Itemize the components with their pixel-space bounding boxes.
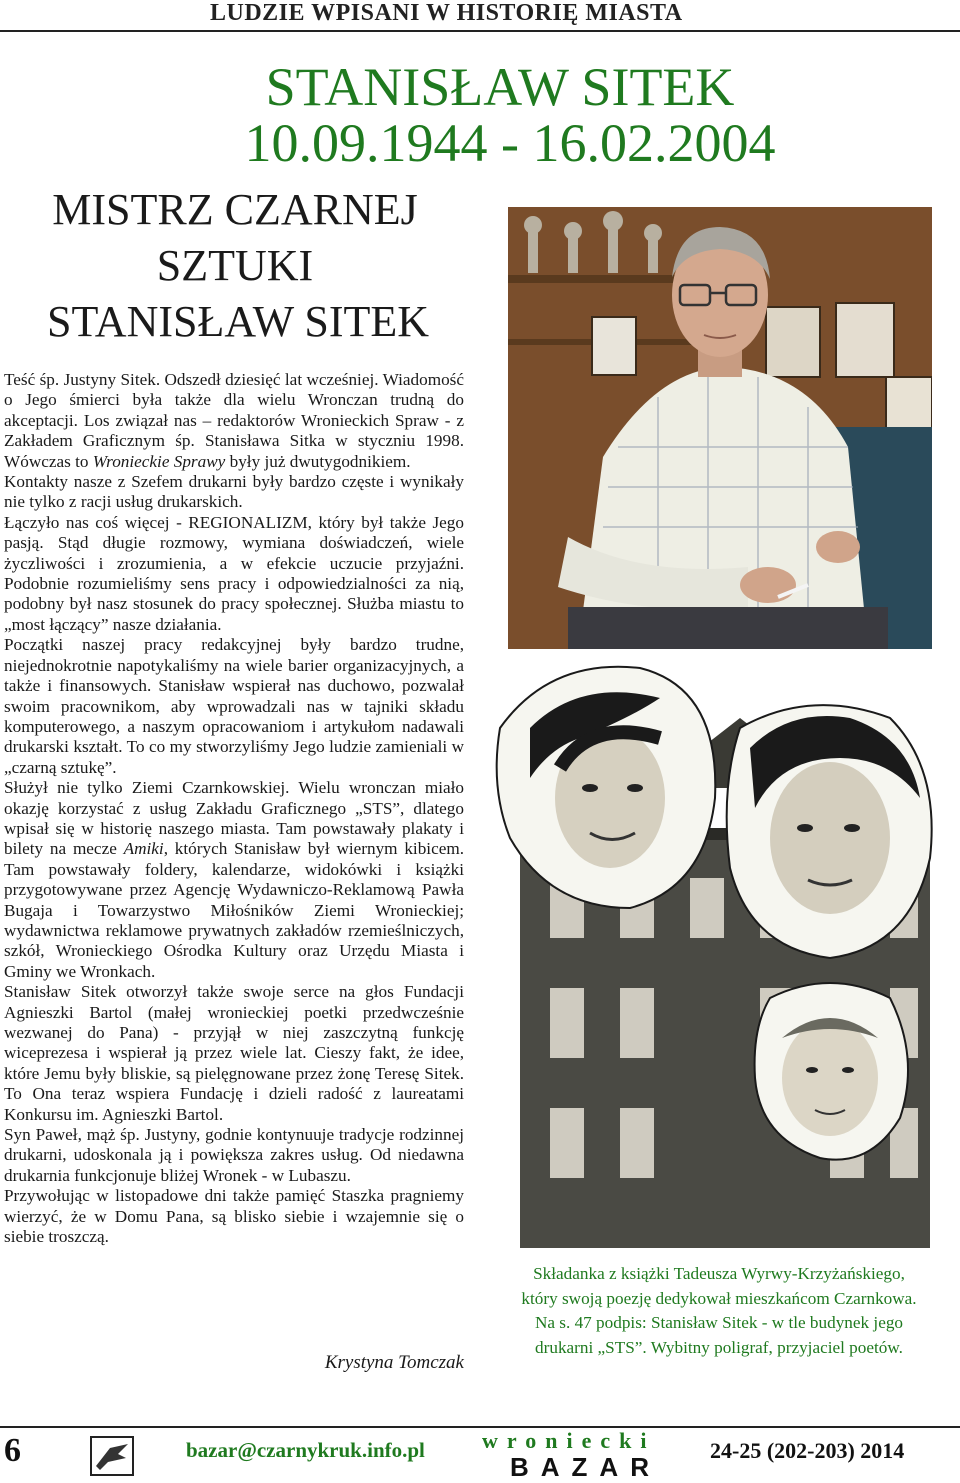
portrait-photo	[508, 207, 932, 649]
raven-logo-icon	[90, 1436, 134, 1476]
brand-name-line-2: BAZAR	[510, 1452, 661, 1482]
club-name: Amiki	[123, 839, 164, 859]
article-paragraph: Początki naszej pracy redakcyjnej były bardzo trudne, niejednokrotnie napotykaliśmy na wiele barier organizacyjnych, a także i finansowych. Stanisław wspierał nas duchowo, pozwalał swoim pracownikom, aby wprowadzali nas w tajniki składu komputerowego, a naszym opracowaniom i artykułom nadawali drukarski kształt. To co my stworzyliśmy Jego ludzie zamieniali w „czarną sztukę”.	[4, 635, 464, 777]
article-paragraph: Stanisław Sitek otworzył także swoje serce na głos Fundacji Agnieszki Bartol (małej wronieckiej poetki przedwcześnie wezwanej do Pana) - przyjął w niej zaszczytną funkcję wiceprezesa i wspierał ją przez wiele lat. Cieszy fakt, że idee, które Jemu były bliskie, są pielęgnowane przez żonę Teresę Sitek. To Ona teraz wspiera Fundację i dzieli radość z laureatami Konkursu im. Agnieszki Bartol.	[4, 982, 464, 1124]
publication-name: Wronieckie Sprawy	[92, 451, 226, 471]
article-paragraph: Służył nie tylko Ziemi Czarnkowskiej. Wielu wronczan miało okazję korzystać z usług Zakładu Graficznego „STS”, dlatego wpisał się w historię naszego miasta. Tam powstawały plakaty i bilety na mecze Amiki, których Stanisław był wiernym kibicem. Tam powstawały foldery, kalendarze, widokówki i książki przygotowywane przez Agencję Wydawniczo-Reklamową Pawła Bugaja i Towarzystwo Miłośników Ziemi Wronieckiej; wydawnictwa reklamowe prywatnych zakładów rzemieślniczych, szkół, Wronieckiego Ośrodka Kultury oraz Urzędu Miasta i Gminy we Wronkach.	[4, 778, 464, 981]
caption-line: Składanka z książki Tadeusza Wyrwy-Krzyżańskiego,	[533, 1264, 905, 1283]
headline-line-1: MISTRZ CZARNEJ	[52, 185, 418, 234]
footer-rule	[0, 1426, 960, 1428]
article-body	[4, 370, 464, 1247]
issue-number: 24-25 (202-203) 2014	[710, 1438, 905, 1463]
section-title: LUDZIE WPISANI W HISTORIĘ MIASTA	[210, 0, 683, 26]
author-signature: Krystyna Tomczak	[324, 1352, 464, 1373]
life-dates: 10.09.1944 - 16.02.2004	[244, 113, 776, 173]
person-name-title: STANISŁAW SITEK	[265, 57, 735, 117]
article-paragraph: Łączyło nas coś więcej - REGIONALIZM, który był także Jego pasją. Stąd długie rozmowy, wymiana doświadczeń, wiele życzliwości i zrozumienia, a w efekcie uczucie przyjaźni. Podobnie rozumieliśmy sens pracy i odpowiedzialności za nią, podobny był nasz stosunek do pracy społecznej. Służba miastu to „most łączący” nasze działania.	[4, 512, 464, 634]
caption-line: który swoją poezję dedykował mieszkańcom Czarnkowa.	[521, 1288, 917, 1308]
article-paragraph: Syn Paweł, mąż śp. Justyny, godnie kontynuuje tradycje rodzinnej drukarni, udoskonala ją i powiększa zakres usług. Od niedawna drukarnia funkcjonuje bliżej Wronek - w Lubaszu.	[4, 1125, 464, 1185]
photo-caption	[486, 1262, 952, 1360]
contact-email[interactable]: bazar@czarnykruk.info.pl	[186, 1438, 425, 1462]
page-number: 6	[4, 1432, 21, 1469]
article-paragraph: Teść śp. Justyny Sitek. Odszedł dziesięć lat wcześniej. Wiadomość o Jego śmierci była także dla wielu Wronczan trudną do akceptacji. Los związał nas – redaktorów Wronieckich Spraw - z Zakładem Graficznym śp. Stanisława Sitka w styczniu 1998. Wówczas to Wronieckie Sprawy były już dwutygodnikiem.	[4, 370, 464, 471]
brand-name-line-1: wroniecki	[482, 1428, 656, 1453]
caption-line: Na s. 47 podpis: Stanisław Sitek - w tle budynek jego	[534, 1313, 904, 1332]
collage-illustration	[490, 658, 946, 1248]
collage-image	[490, 658, 946, 1248]
headline-line-2: SZTUKI	[156, 241, 314, 290]
portrait-illustration	[508, 207, 932, 649]
article-paragraph: Kontakty nasze z Szefem drukarni były bardzo częste i wynikały nie tylko z racji usług drukarskich.	[4, 472, 464, 512]
header-rule	[0, 30, 960, 32]
caption-line: drukarni „STS”. Wybitny poligraf, przyjaciel poetów.	[535, 1337, 903, 1357]
page-header	[0, 0, 960, 34]
article-paragraph: Przywołując w listopadowe dni także pamięć Staszka pragniemy wierzyć, że w Domu Pana, są blisko siebie i wzajemnie się o siebie troszczą.	[4, 1186, 464, 1247]
headline-line-3: STANISŁAW SITEK	[46, 297, 429, 346]
